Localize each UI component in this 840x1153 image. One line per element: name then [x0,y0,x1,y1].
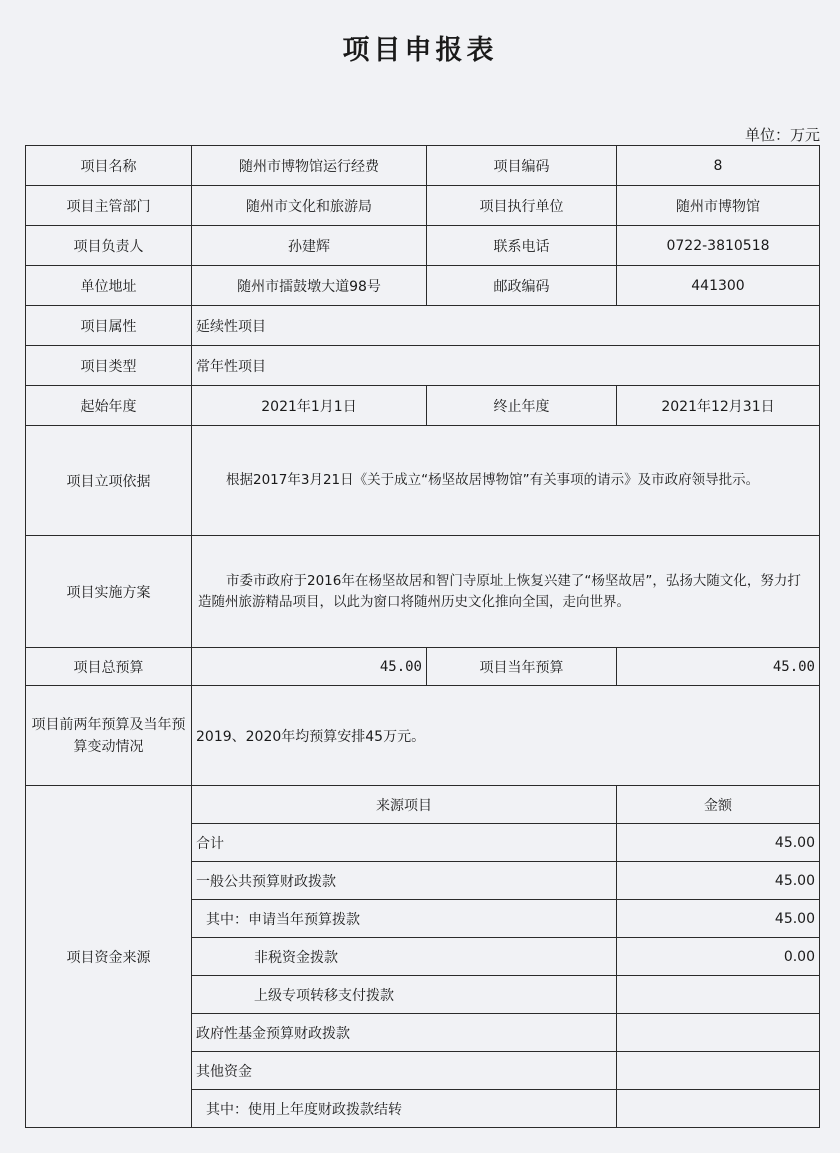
funding-source-gov-fund: 政府性基金预算财政拨款 [192,1014,617,1052]
value-executor: 随州市博物馆 [617,186,820,226]
funding-header-row [26,786,820,824]
value-budget-change: 2019、2020年均预算安排45万元。 [192,686,820,786]
value-type: 常年性项目 [192,346,820,386]
funding-source-transfer: 上级专项转移支付拨款 [192,976,617,1014]
value-start-year: 2021年1月1日 [192,386,427,426]
label-attribute: 项目属性 [26,306,192,346]
label-project-code: 项目编码 [427,146,617,186]
row-budget [26,648,820,686]
value-basis: 根据2017年3月21日《关于成立“杨坚故居博物馆”有关事项的请示》及市政府领导批示。 [192,426,820,536]
label-type: 项目类型 [26,346,192,386]
value-year-budget: 45.00 [617,648,820,686]
project-form-table [25,145,820,1128]
label-executor: 项目执行单位 [427,186,617,226]
value-phone: 0722-3810518 [617,226,820,266]
label-budget-change: 项目前两年预算及当年预算变动情况 [26,686,192,786]
value-plan: 市委市政府于2016年在杨坚故居和智门寺原址上恢复兴建了“杨坚故居”，弘扬大随文化，努力打造随州旅游精品项目，以此为窗口将随州历史文化推向全国，走向世界。 [192,536,820,648]
funding-amount-general-budget: 45.00 [617,862,820,900]
funding-source-total: 合计 [192,824,617,862]
value-leader: 孙建辉 [192,226,427,266]
funding-header-amount: 金额 [617,786,820,824]
row-budget-change [26,686,820,786]
label-plan: 项目实施方案 [26,536,192,648]
funding-source-current-year: 其中：申请当年预算拨款 [192,900,617,938]
label-basis: 项目立项依据 [26,426,192,536]
funding-amount-transfer [617,976,820,1014]
row-address [26,266,820,306]
label-postcode: 邮政编码 [427,266,617,306]
label-phone: 联系电话 [427,226,617,266]
funding-source-non-tax: 非税资金拨款 [192,938,617,976]
value-total-budget: 45.00 [192,648,427,686]
value-project-code: 8 [617,146,820,186]
row-type [26,346,820,386]
value-address: 随州市擂鼓墩大道98号 [192,266,427,306]
label-address: 单位地址 [26,266,192,306]
value-attribute: 延续性项目 [192,306,820,346]
value-postcode: 441300 [617,266,820,306]
funding-source-other: 其他资金 [192,1052,617,1090]
label-end-year: 终止年度 [427,386,617,426]
row-basis [26,426,820,536]
label-project-name: 项目名称 [26,146,192,186]
value-project-name: 随州市博物馆运行经费 [192,146,427,186]
funding-amount-current-year: 45.00 [617,900,820,938]
row-leader [26,226,820,266]
row-plan [26,536,820,648]
row-project-name [26,146,820,186]
unit-label: 单位：万元 [744,126,820,144]
funding-amount-total: 45.00 [617,824,820,862]
label-total-budget: 项目总预算 [26,648,192,686]
row-attribute [26,306,820,346]
page-title: 项目申报表 [342,35,498,66]
funding-source-general-budget: 一般公共预算财政拨款 [192,862,617,900]
label-leader: 项目负责人 [26,226,192,266]
label-department: 项目主管部门 [26,186,192,226]
funding-amount-non-tax: 0.00 [617,938,820,976]
label-start-year: 起始年度 [26,386,192,426]
funding-amount-gov-fund [617,1014,820,1052]
label-funding-source: 项目资金来源 [26,786,192,1128]
value-department: 随州市文化和旅游局 [192,186,427,226]
funding-source-carryover: 其中：使用上年度财政拨款结转 [192,1090,617,1128]
label-year-budget: 项目当年预算 [427,648,617,686]
row-department [26,186,820,226]
value-end-year: 2021年12月31日 [617,386,820,426]
funding-amount-carryover [617,1090,820,1128]
funding-amount-other [617,1052,820,1090]
row-years [26,386,820,426]
funding-header-source: 来源项目 [192,786,617,824]
